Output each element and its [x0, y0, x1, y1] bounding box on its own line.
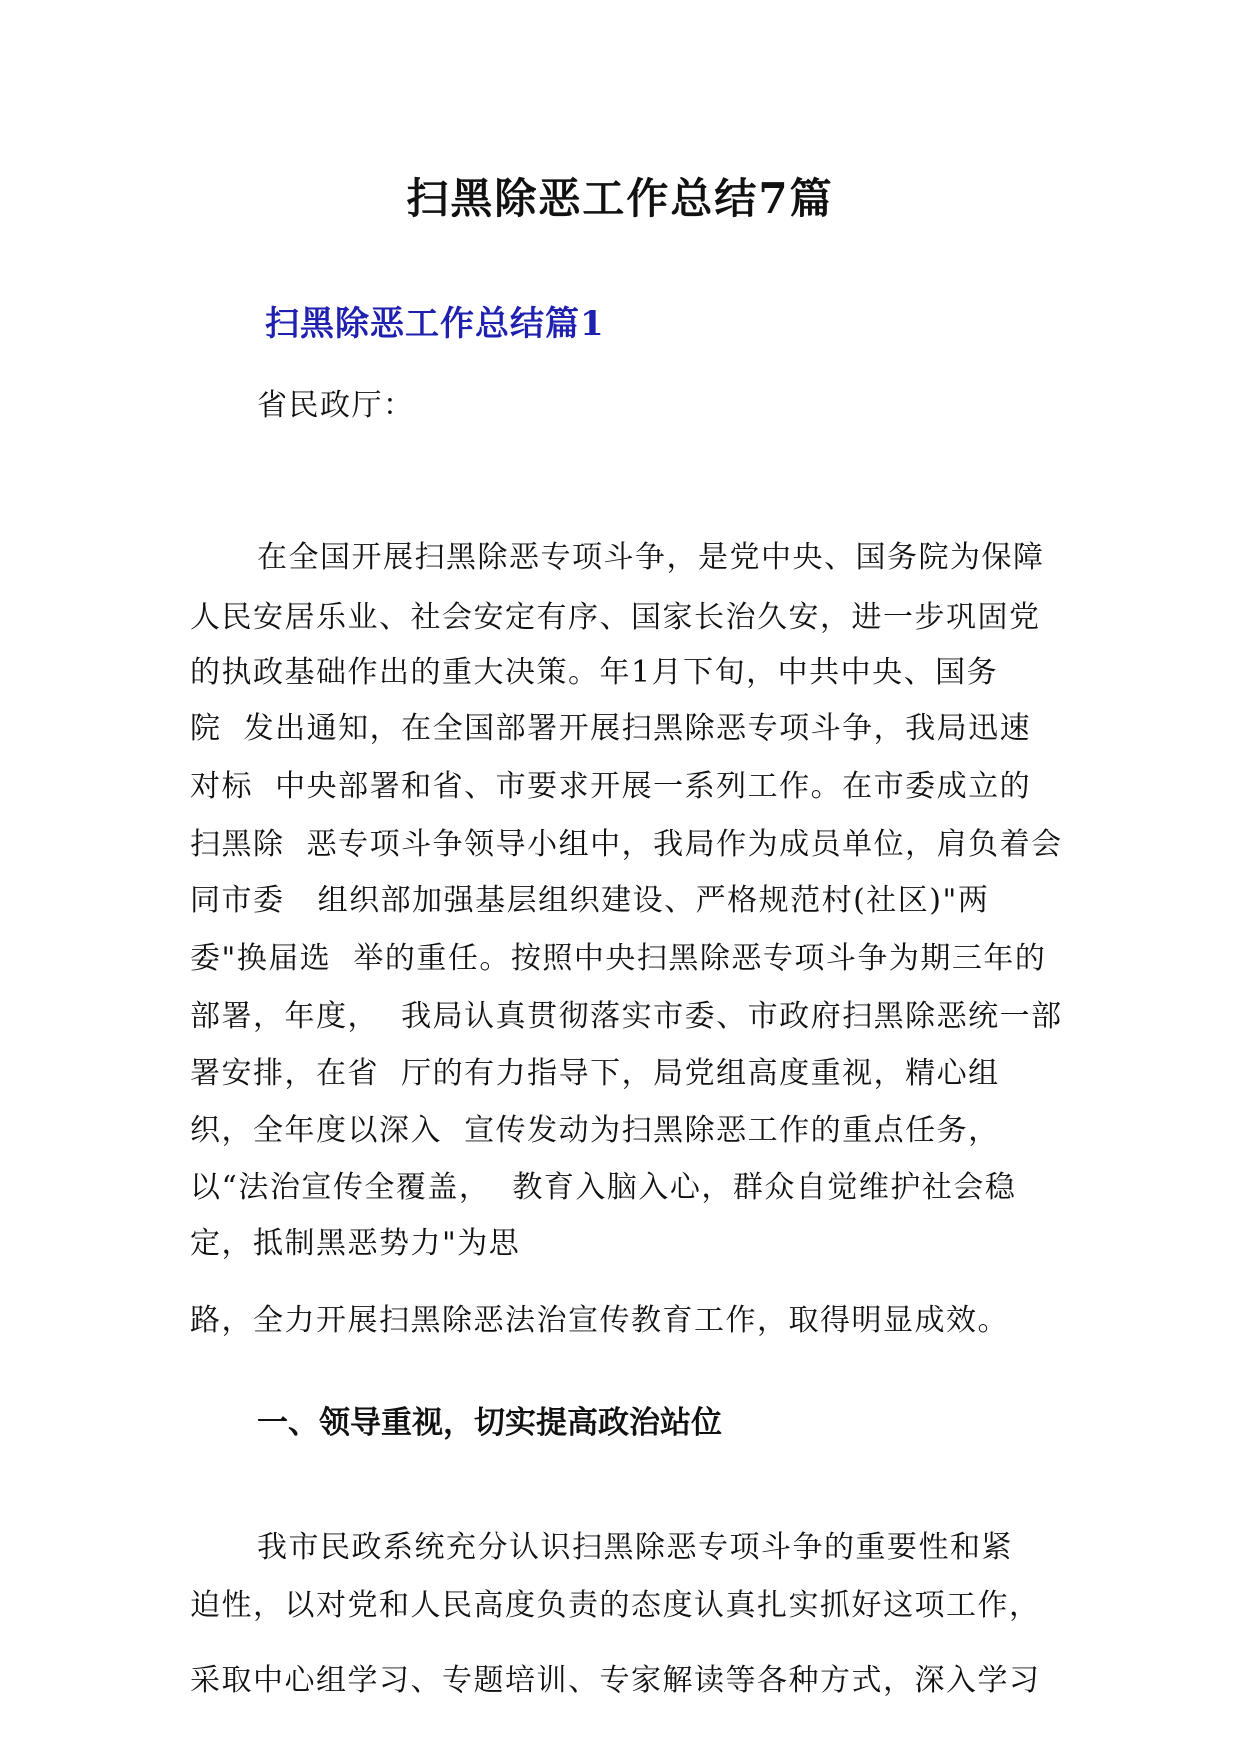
- paragraph-line: 以“法治宣传全覆盖， 教育入脑入心，群众自觉维护社会稳: [190, 1170, 1017, 1205]
- paragraph-line: 院 发出通知，在全国部署开展扫黑除恶专项斗争，我局迅速: [190, 711, 1032, 746]
- paragraph-line: 的执政基础作出的重大决策。年1月下旬，中共中央、国务: [190, 655, 999, 690]
- paragraph-line: 迫性，以对党和人民高度负责的态度认真扎实抓好这项工作，: [190, 1588, 1041, 1623]
- paragraph-line: 署安排，在省 厅的有力指导下，局党组高度重视，精心组: [190, 1056, 1000, 1091]
- paragraph-line: 委"换届选 举的重任。按照中央扫黑除恶专项斗争为期三年的: [190, 941, 1047, 976]
- paragraph-line: 我市民政系统充分认识扫黑除恶专项斗争的重要性和紧: [257, 1530, 1013, 1565]
- paragraph-line: 路，全力开展扫黑除恶法治宣传教育工作，取得明显成效。: [190, 1303, 1009, 1338]
- paragraph-line: 人民安居乐业、社会安定有序、国家长治久安，进一步巩固党: [190, 600, 1041, 635]
- paragraph-line: 定，抵制黑恶势力"为思: [190, 1226, 521, 1261]
- paragraph-line: 部署，年度， 我局认真贯彻落实市委、市政府扫黑除恶统一部: [190, 999, 1063, 1034]
- salutation: 省民政厅：: [257, 388, 415, 423]
- document-subtitle: 扫黑除恶工作总结篇1: [265, 304, 605, 344]
- section-heading: 一、领导重视，切实提高政治站位: [257, 1405, 722, 1441]
- paragraph-line: 扫黑除 恶专项斗争领导小组中，我局作为成员单位，肩负着会: [190, 827, 1063, 862]
- paragraph-line: 同市委 组织部加强基层组织建设、严格规范村(社区)"两: [190, 883, 990, 918]
- paragraph-line: 采取中心组学习、专题培训、专家解读等各种方式，深入学习: [190, 1663, 1041, 1698]
- paragraph-line: 对标 中央部署和省、市要求开展一系列工作。在市委成立的: [190, 769, 1032, 804]
- paragraph-line: 织，全年度以深入 宣传发动为扫黑除恶工作的重点任务，: [190, 1113, 1000, 1148]
- paragraph-line: 在全国开展扫黑除恶专项斗争，是党中央、国务院为保障: [257, 540, 1045, 575]
- document-title: 扫黑除恶工作总结7篇: [406, 174, 834, 223]
